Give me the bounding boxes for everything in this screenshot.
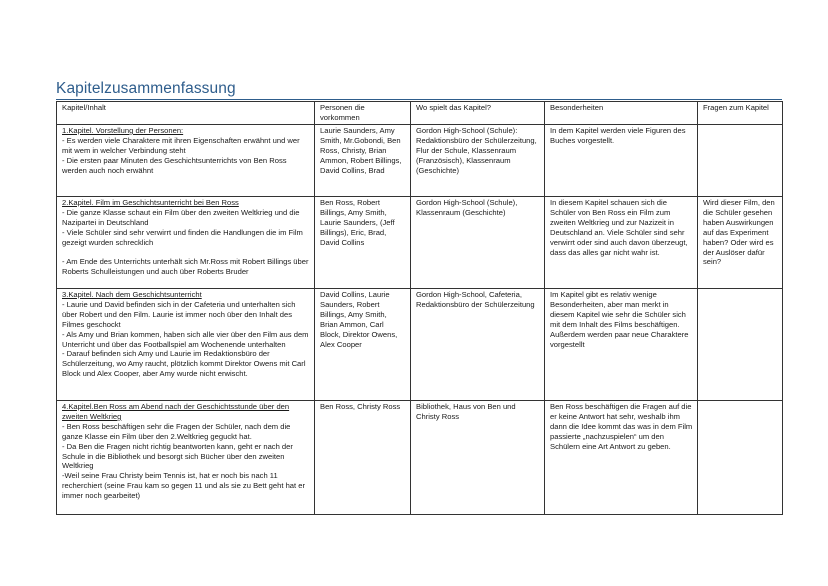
- chapter-line: -Weil seine Frau Christy beim Tennis ist, hat er noch bis nach 11 recherchiert (seine Frau kam so gegen 11 und als sie zu Bett geht hat er immer noch gearbeitet): [62, 471, 305, 501]
- chapter-line: - Die ersten paar Minuten des Geschichtsunterrichts von Ben Ross werden auch noch erwähnt: [62, 155, 287, 175]
- chapter-spacer: [62, 248, 310, 258]
- special-cell: Im Kapitel gibt es relativ wenige Besonderheiten, aber man merkt in diesem Kapitel wie sehr die Schüler sich mit dem Inhalt des Films beschäftigen. Außerdem werden paar neue Charaktere vorgestellt: [545, 289, 698, 401]
- table-row: [57, 289, 783, 401]
- special-cell: Ben Ross beschäftigen die Fragen auf die er keine Antwort hat sehr, weshalb ihm dann die Idee kommt das was in dem Film passierte „nachzuspielen“ um den Schülern eine Art Antwort zu geben.: [545, 401, 698, 515]
- chapter-line: - Am Ende des Unterrichts unterhält sich Mr.Ross mit Robert Billings über Roberts Schulleistungen und auch über Roberts Bruder: [62, 257, 309, 277]
- table-row: [57, 197, 783, 289]
- questions-cell: [698, 401, 783, 515]
- place-cell: Gordon High-School (Schule), Klassenraum (Geschichte): [411, 197, 545, 289]
- chapter-summary-table: [56, 101, 783, 515]
- persons-cell: Ben Ross, Robert Billings, Amy Smith, Laurie Saunders, (Jeff Billings), Eric, Brad, David Collins: [315, 197, 411, 289]
- chapter-cell: [57, 401, 315, 515]
- place-cell: Gordon High-School, Cafeteria, Redaktionsbüro der Schülerzeitung: [411, 289, 545, 401]
- chapter-heading: 3.Kapitel. Nach dem Geschichtsunterricht: [62, 290, 202, 299]
- table-header-row: [57, 102, 783, 125]
- persons-cell: David Collins, Laurie Saunders, Robert Billings, Amy Smith, Brian Ammon, Carl Block, Direktor Owens, Alex Cooper: [315, 289, 411, 401]
- header-place: Wo spielt das Kapitel?: [411, 102, 545, 125]
- chapter-line: - Ben Ross beschäftigen sehr die Fragen der Schüler, nach dem die ganze Klasse ein Film über den 2.Weltkrieg geguckt hat.: [62, 421, 291, 441]
- place-cell: Gordon High-School (Schule): Redaktionsbüro der Schülerzeitung, Flur der Schule, Klassenraum (Französisch), Klassenraum (Geschichte): [411, 125, 545, 197]
- chapter-line: - Viele Schüler sind sehr verwirrt und finden die Handlungen die im Film gezeigt wurden schrecklich: [62, 227, 303, 247]
- chapter-cell: [57, 289, 315, 401]
- chapter-line: - Darauf befinden sich Amy und Laurie im Redaktionsbüro der Schülerzeitung, wo Amy raucht, plötzlich kommt Direktor Owens mit Carl Block und Alex Cooper, aber Amy wurde nicht erwischt.: [62, 349, 306, 379]
- chapter-line: - Laurie und David befinden sich in der Cafeteria und unterhalten sich über Robert und den Film. Laurie ist immer noch über den Inhalt des Filmes geschockt: [62, 299, 296, 329]
- place-cell: Bibliothek, Haus von Ben und Christy Ross: [411, 401, 545, 515]
- chapter-cell: [57, 125, 315, 197]
- special-cell: In diesem Kapitel schauen sich die Schüler von Ben Ross ein Film zum zweiten Weltkrieg und zur Nazizeit in Deutschland an. Viele Schüler sind sehr verwirrt oder sind auch davon überzeugt, dass das alles gar nicht wahr ist.: [545, 197, 698, 289]
- chapter-line: - Es werden viele Charaktere mit ihren Eigenschaften erwähnt und wer mit wem in welcher Verbindung steht: [62, 135, 300, 155]
- chapter-line: - Die ganze Klasse schaut ein Film über den zweiten Weltkrieg und die Nazipartei in Deutschland: [62, 207, 300, 227]
- header-persons: Personen die vorkommen: [315, 102, 411, 125]
- page-title: Kapitelzusammenfassung: [56, 80, 236, 97]
- chapter-heading: 2.Kapitel. Film im Geschichtsunterricht bei Ben Ross: [62, 198, 239, 207]
- chapter-line: - Als Amy und Brian kommen, haben sich alle vier über den Film aus dem Unterricht und über das Footballspiel am Wochenende unterhalten: [62, 329, 309, 349]
- questions-cell: [698, 289, 783, 401]
- persons-cell: Laurie Saunders, Amy Smith, Mr.Gobondi, Ben Ross, Christy, Brian Ammon, Robert Billings, David Collins, Brad: [315, 125, 411, 197]
- table-row: [57, 401, 783, 515]
- persons-cell: Ben Ross, Christy Ross: [315, 401, 411, 515]
- chapter-heading: 1.Kapitel. Vorstellung der Personen:: [62, 126, 184, 135]
- table-row: [57, 125, 783, 197]
- questions-cell: [698, 125, 783, 197]
- chapter-cell: [57, 197, 315, 289]
- special-cell: In dem Kapitel werden viele Figuren des Buches vorgestellt.: [545, 125, 698, 197]
- chapter-heading: 4.Kapitel.Ben Ross am Abend nach der Geschichtsstunde über den zweiten Weltkrieg: [62, 402, 290, 421]
- header-chapter: Kapitel/Inhalt: [57, 102, 315, 125]
- questions-cell: Wird dieser Film, den die Schüler gesehen haben Auswirkungen auf das Experiment haben? Oder wird es der Auslöser dafür sein?: [698, 197, 783, 289]
- title-underline: [56, 99, 782, 100]
- chapter-line: - Da Ben die Fragen nicht richtig beantworten kann, geht er nach der Schule in die Bibliothek und besorgt sich Bücher über den zweiten Weltkrieg: [62, 441, 293, 471]
- header-special: Besonderheiten: [545, 102, 698, 125]
- header-questions: Fragen zum Kapitel: [698, 102, 783, 125]
